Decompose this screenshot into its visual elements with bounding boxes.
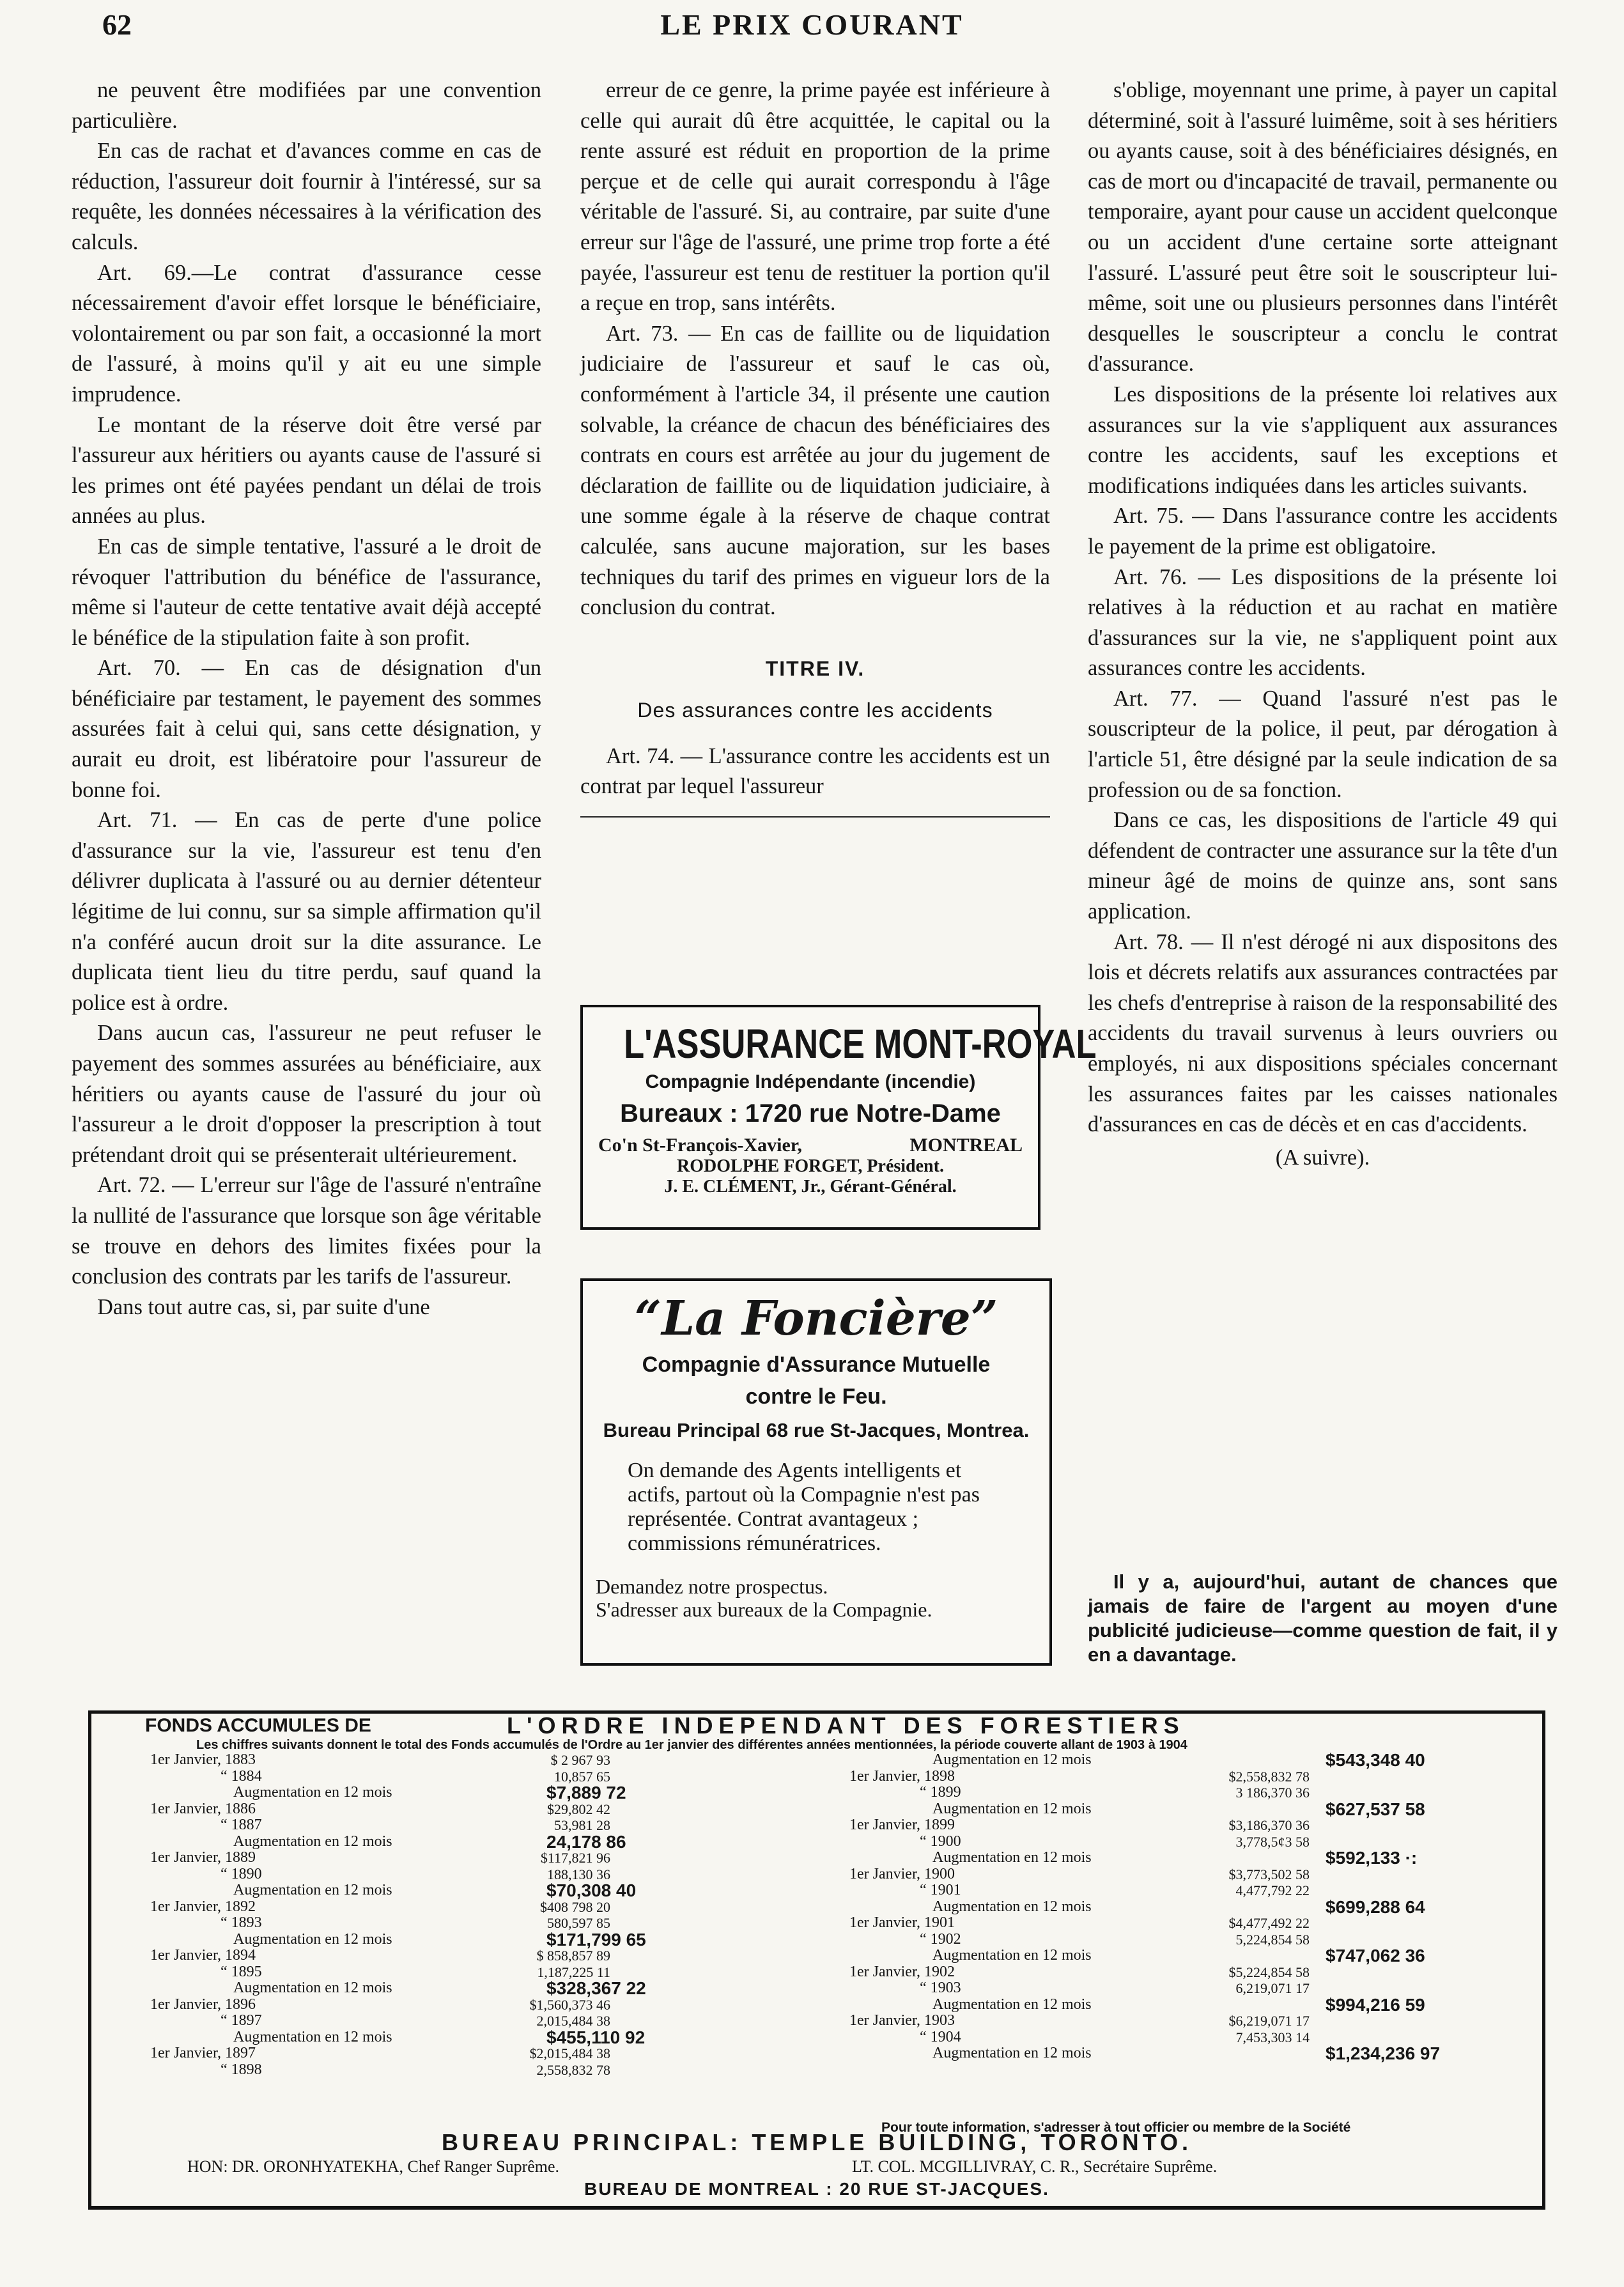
row-label: Augmentation en 12 mois (932, 1800, 1092, 1817)
paragraph: En cas de simple tentative, l'assuré a le droit de révoquer l'attribution du bénéfice de l'assurance, même si l'auteur de cette tentative avait déjà accepté le bénéfice de la stipulation faite à son profit. (72, 534, 541, 650)
row-amount: $3,773,502 58 (1228, 1866, 1310, 1882)
ad-corner: Co'n St-François-Xavier, (598, 1135, 802, 1156)
balance-row (150, 1964, 815, 1981)
row-label: 1er Janvier, 1892 (150, 1898, 256, 1915)
forestiers-funds-table (88, 1710, 1545, 2210)
increase-row (849, 1752, 1514, 1769)
ad-address: Bureaux : 1720 rue Notre-Dame (620, 1099, 1001, 1128)
row-total: $592,133 ·: (1326, 1848, 1418, 1868)
ad-footer (583, 1556, 1049, 1621)
ad-bureau: Bureau Principal 68 rue St-Jacques, Montrea. (603, 1419, 1030, 1441)
table-subheading: Les chiffres suivants donnent le total des Fonds accumulés de l'Ordre au 1er janvier des différentes années mentionnées, la période couverte allant de 1903 à 1904 (196, 1738, 1187, 1752)
officer-right: LT. COL. MCGILLIVRAY, C. R., Secrétaire Suprême. (852, 2157, 1218, 2176)
balance-row (150, 1817, 815, 1834)
increase-row (150, 1980, 815, 1997)
column-divider-rule (580, 816, 1050, 818)
row-amount: $4,477,492 22 (1228, 1915, 1310, 1931)
row-amount: 2,558,832 78 (536, 2061, 610, 2078)
ad-manager: J. E. CLÉMENT, Jr., Gérant-Général. (664, 1177, 957, 1197)
balance-row (150, 1850, 815, 1866)
row-label: 1er Janvier, 1903 (849, 2012, 955, 2029)
ad-location (583, 1135, 1038, 1156)
row-amount: 5,224,854 58 (1235, 1931, 1310, 1948)
row-label: “ 1900 (920, 1833, 961, 1850)
paragraph: Dans tout autre cas, si, par suite d'une (97, 1294, 430, 1319)
row-label: 1er Janvier, 1902 (849, 1963, 955, 1980)
row-label: Augmentation en 12 mois (233, 2028, 392, 2045)
row-label: “ 1902 (920, 1930, 961, 1948)
balance-row (150, 2045, 815, 2062)
increase-row (849, 1801, 1514, 1818)
row-amount: 2,015,484 38 (536, 2013, 610, 2029)
ad-subtitle: Compagnie Indépendante (incendie) (645, 1071, 976, 1092)
ad-city: MONTREAL (909, 1135, 1023, 1156)
table-left-column (150, 1752, 815, 2078)
row-amount: 6,219,071 17 (1235, 1980, 1310, 1996)
row-label: “ 1893 (220, 1914, 262, 1931)
increase-row (849, 2045, 1514, 2062)
row-label: 1er Janvier, 1901 (849, 1914, 955, 1931)
row-total: $70,308 40 (546, 1880, 637, 1900)
table-heading-left: FONDS ACCUMULES DE (145, 1715, 371, 1736)
balance-row (849, 2013, 1514, 2029)
balance-row (150, 1769, 815, 1785)
row-total: $994,216 59 (1326, 1994, 1425, 2015)
row-total: $543,348 40 (1326, 1750, 1425, 1770)
row-amount: $1,560,373 46 (529, 1996, 610, 2013)
page-number: 62 (102, 8, 132, 41)
row-amount: $29,802 42 (547, 1801, 610, 1817)
paragraph: Art. 72. — L'erreur sur l'âge de l'assuré n'entraîne la nullité de l'assurance que lorsque son âge véritable se trouve en dehors des limites fixées pour la conclusion des contrats par les tarifs de l'assureur. (72, 1173, 541, 1289)
table-montreal-office: BUREAU DE MONTREAL : 20 RUE ST-JACQUES. (584, 2179, 1049, 2199)
row-label: 1er Janvier, 1896 (150, 1996, 256, 2013)
paragraph: Art. 75. — Dans l'assurance contre les accidents le payement de la prime est obligatoire. (1088, 504, 1558, 559)
balance-row (150, 1752, 815, 1769)
increase-row (849, 1994, 1514, 2015)
row-amount: $408 798 20 (540, 1898, 610, 1915)
row-total: $7,889 72 (546, 1783, 626, 1802)
row-label: “ 1898 (220, 2061, 262, 2078)
row-amount: 188,130 36 (547, 1866, 610, 1882)
row-total: $455,110 92 (546, 2027, 646, 2047)
balance-row (150, 1948, 815, 1964)
row-label: Augmentation en 12 mois (932, 1996, 1092, 2013)
paragraph: Art. 76. — Les dispositions de la présente loi relatives à la réduction et au rachat en matière d'assurances sur la vie, ne s'appliquent point aux assurances contre les accidents. (1088, 564, 1558, 681)
section-subtitle: Des assurances contre les accidents (637, 699, 993, 722)
row-label: 1er Janvier, 1894 (150, 1947, 256, 1964)
row-label: Augmentation en 12 mois (932, 1898, 1092, 1915)
balance-row (849, 1785, 1514, 1801)
row-label: “ 1897 (220, 2012, 262, 2029)
ad-brand: “La Foncière” (634, 1291, 998, 1346)
row-label: Augmentation en 12 mois (233, 1784, 392, 1801)
row-label: 1er Janvier, 1898 (849, 1767, 955, 1785)
ad-subtitle-2: contre le Feu. (745, 1384, 887, 1409)
balance-row (150, 1801, 815, 1818)
officer-left: HON: DR. ORONHYATEKHA, Chef Ranger Suprême. (187, 2157, 560, 2176)
row-label: Augmentation en 12 mois (233, 1833, 392, 1850)
row-label: “ 1887 (220, 1817, 262, 1833)
ad-footer-line-1: Demandez notre prospectus. (596, 1575, 828, 1598)
row-amount: 10,857 65 (554, 1768, 610, 1785)
closing-note: Il y a, aujourd'hui, autant de chances que jamais de faire de l'argent au moyen d'une publicité judicieuse—comme question de fait, il y en a davantage. (1088, 1570, 1558, 1666)
paragraph: erreur de ce genre, la prime payée est inférieure à celle qui aurait dû être acquittée, le capital ou la rente assuré est réduit en proportion de la prime perçue et de celle qui aurait correspondu à l'âge véritable de l'assuré. Si, au contraire, par suite d'une erreur sur l'âge de l'assuré, une prime trop forte a été payée, l'assureur est tenu de restituer la portion qu'il a reçue en trop, sans intérêts. (580, 78, 1050, 316)
row-amount: $5,224,854 58 (1228, 1964, 1310, 1980)
row-label: “ 1901 (920, 1882, 961, 1898)
row-total: 24,178 86 (546, 1831, 626, 1852)
balance-row (150, 1915, 815, 1932)
row-label: 1er Janvier, 1883 (150, 1751, 256, 1768)
increase-row (150, 1831, 815, 1852)
row-label: 1er Janvier, 1886 (150, 1800, 256, 1817)
running-head: LE PRIX COURANT (660, 8, 964, 41)
paragraph: Art. 77. — Quand l'assuré n'est pas le souscripteur de la police, il peut, par dérogation à l'article 51, être désigné par la seule indication de sa profession ou de sa fonction. (1088, 686, 1558, 802)
ad-mont-royal (580, 1005, 1097, 1230)
row-label: 1er Janvier, 1900 (849, 1865, 955, 1882)
row-amount: 7,453,303 14 (1235, 2029, 1310, 2045)
paragraph: s'oblige, moyennant une prime, à payer un capital déterminé, soit à l'assuré luimême, soit à ses héritiers ou ayants cause, soit à des bénéficiaires désignés, en cas de mort ou d'incapacité de travail, permanente ou temporaire, ayant pour cause un accident quelconque ou un accident d'une certaine sorte atteignant l'assuré. L'assuré peut être soit le souscripteur lui-même, soit une ou plusieurs personnes dans l'intérêt desquelles le souscripteur a conclu le contrat d'assurance. (1088, 78, 1558, 376)
paragraph: Art. 71. — En cas de perte d'une police d'assurance sur la vie, l'assureur est tenu d'en délivrer duplicata à l'assuré ou au dernier détenteur légitime de lui connu, sur sa simple affirmation qu'il n'a conféré aucun droit sur la dite assurance. Le duplicata tient lieu du titre perdu, sauf quand la police est à ordre. (72, 808, 541, 1015)
paragraph: Le montant de la réserve doit être versé par l'assureur aux héritiers ou ayants cause de l'assuré si les primes ont été payées pendant un délai de trois années au plus. (72, 412, 541, 529)
row-label: “ 1884 (220, 1767, 262, 1785)
row-label: “ 1904 (920, 2028, 961, 2045)
row-amount: $ 858,857 89 (536, 1948, 610, 1964)
paragraph: Art. 78. — Il n'est dérogé ni aux dispositons des lois et décrets relatifs aux assurances contractées par les chefs d'entreprise à raison de la responsabilité des accidents du travail survenus à leurs ouvriers ou employés, ni aux dispositions spéciales concernant les assurances faites par les caisses nationales d'assurances en cas de décès et en cas d'accidents. (1088, 929, 1558, 1137)
row-total: $747,062 36 (1326, 1946, 1425, 1965)
column-2 (580, 75, 1050, 818)
table-heading-right: L'ORDRE INDEPENDANT DES FORESTIERS (507, 1712, 1185, 1739)
row-amount: 3,778,5¢3 58 (1235, 1833, 1310, 1850)
row-total: $699,288 64 (1326, 1896, 1425, 1917)
increase-row (150, 2029, 815, 2046)
section-title: TITRE IV. (765, 656, 865, 680)
row-label: 1er Janvier, 1897 (150, 2045, 256, 2061)
balance-row (849, 1769, 1514, 1785)
ad-brand: L'ASSURANCE MONT-ROYAL (624, 1021, 1097, 1067)
row-label: Augmentation en 12 mois (233, 1930, 392, 1948)
paragraph: Art. 69.—Le contrat d'assurance cesse nécessairement d'avoir effet lorsque le bénéficiaire, volontairement ou par son fait, a occasionné la mort de l'assuré, à moins qu'il y ait eu une simple imprudence. (72, 260, 541, 407)
paragraph: Art. 73. — En cas de faillite ou de liquidation judiciaire de l'assureur et sauf le cas où, conformément à l'article 34, il présente une caution solvable, la créance de chacun des bénéficiaires des contrats en cours est arrêtée au jour du jugement de déclaration de faillite ou de liquidation judiciaire, à une somme égale à la réserve de chaque contrat calculée, sans aucune majoration, sur les bases techniques du tarif des primes en vigueur lors de la conclusion du contrat. (580, 321, 1050, 620)
balance-row (150, 2062, 815, 2079)
balance-row (849, 1866, 1514, 1883)
balance-row (150, 2013, 815, 2029)
row-total: $328,367 22 (546, 1978, 646, 1998)
row-label: Augmentation en 12 mois (233, 1980, 392, 1996)
paragraph: Dans aucun cas, l'assureur ne peut refuser le payement des sommes assurées au bénéficiaire, aux héritiers ou ayants cause de l'assuré du jour où l'assureur a le droit d'opposer la prescription à tout prétendant droit qui se présenterait ultérieurement. (72, 1021, 541, 1167)
paragraph: Les dispositions de la présente loi relatives aux assurances sur la vie s'appliquent aux assurances contre les accidents, sauf les exceptions et modifications indiquées dans les articles suivants. (1088, 382, 1558, 498)
balance-row (849, 1915, 1514, 1932)
row-amount: $ 2 967 93 (550, 1752, 610, 1768)
paragraph: ne peuvent être modifiées par une convention particulière. (72, 78, 541, 133)
row-amount: $117,821 96 (540, 1850, 610, 1866)
row-amount: $6,219,071 17 (1228, 2013, 1310, 2029)
ad-la-fonciere (580, 1278, 1052, 1666)
ad-footer-line-2: S'adresser aux bureaux de la Compagnie. (596, 1598, 932, 1621)
row-amount: $3,186,370 36 (1228, 1817, 1310, 1833)
balance-row (849, 1964, 1514, 1981)
balance-row (150, 1899, 815, 1916)
row-total: $171,799 65 (546, 1929, 646, 1950)
balance-row (150, 1866, 815, 1883)
row-label: Augmentation en 12 mois (233, 1882, 392, 1898)
row-label: Augmentation en 12 mois (932, 1947, 1092, 1964)
row-amount: 4,477,792 22 (1235, 1882, 1310, 1898)
row-amount: $2,015,484 38 (529, 2045, 610, 2061)
row-label: 1er Janvier, 1899 (849, 1817, 955, 1833)
row-total: $1,234,236 97 (1326, 2043, 1441, 2063)
row-amount: 3 186,370 36 (1235, 1785, 1310, 1801)
row-amount: 53,981 28 (554, 1817, 610, 1833)
paragraph: Art. 70. — En cas de désignation d'un bénéficiaire par testament, le payement des sommes assurées fait à celui qui, sans cette désignation, y aurait eu droit, est libératoire pour l'assureur de bonne foi. (72, 656, 541, 802)
paragraph: En cas de rachat et d'avances comme en cas de réduction, l'assureur doit fournir à l'intéressé, sur sa requête, les données nécessaires à la vérification des calculs. (72, 139, 541, 254)
balance-row (150, 1997, 815, 2013)
table-note: Pour toute information, s'adresser à tout officier ou membre de la Société (881, 2120, 1351, 2135)
row-label: Augmentation en 12 mois (932, 2045, 1092, 2061)
paragraph: Dans ce cas, les dispositions de l'article 49 qui défendent de contracter une assurance sur la tête d'un mineur âgé de moins de quinze ans, sont sans application. (1088, 808, 1558, 924)
balance-row (849, 1980, 1514, 1997)
table-head-office: BUREAU PRINCIPAL: TEMPLE BUILDING, TORONTO. (441, 2129, 1192, 2155)
row-label: “ 1890 (220, 1865, 262, 1882)
ad-body: On demande des Agents intelligents et actifs, partout où la Compagnie n'est pas représentée. Contrat avantageux ; commissions rémunératrices. (628, 1459, 980, 1555)
row-amount: $2,558,832 78 (1228, 1768, 1310, 1785)
row-amount: 1,187,225 11 (537, 1964, 610, 1980)
row-label: “ 1899 (920, 1784, 961, 1801)
balance-row (849, 1817, 1514, 1834)
increase-row (849, 1896, 1514, 1917)
ad-president: RODOLPHE FORGET, Président. (677, 1156, 944, 1176)
paragraph: Art. 74. — L'assurance contre les accidents est un contrat par lequel l'assureur (580, 743, 1050, 799)
row-label: Augmentation en 12 mois (932, 1751, 1092, 1768)
increase-row (849, 1948, 1514, 1964)
row-label: “ 1903 (920, 1980, 961, 1996)
row-total: $627,537 58 (1326, 1799, 1425, 1819)
balance-row (849, 1882, 1514, 1899)
ad-subtitle-1: Compagnie d'Assurance Mutuelle (642, 1353, 991, 1377)
row-label: Augmentation en 12 mois (932, 1849, 1092, 1866)
column-3 (1088, 75, 1558, 1173)
column-1 (72, 75, 541, 1322)
table-right-column (849, 1752, 1514, 2062)
row-amount: 580,597 85 (547, 1915, 610, 1931)
row-label: “ 1895 (220, 1963, 262, 1980)
increase-row (849, 1850, 1514, 1866)
to-be-continued: (A suivre). (1275, 1145, 1370, 1170)
increase-row (150, 1785, 815, 1801)
increase-row (150, 1882, 815, 1899)
row-label: 1er Janvier, 1889 (150, 1849, 256, 1866)
increase-row (150, 1929, 815, 1950)
